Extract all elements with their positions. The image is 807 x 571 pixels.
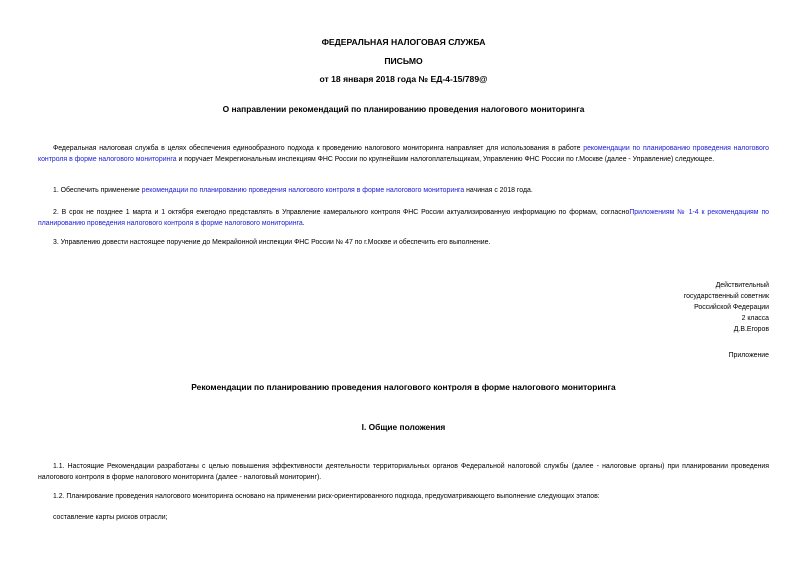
date-number-heading: от 18 января 2018 года № ЕД-4-15/789@ — [319, 74, 488, 84]
agency-heading: ФЕДЕРАЛЬНАЯ НАЛОГОВАЯ СЛУЖБА — [321, 37, 486, 47]
signature-name: Д.В.Егоров — [733, 326, 769, 333]
item-1-paragraph — [38, 186, 769, 197]
appendices-link[interactable]: Приложениям № 1-4 к рекомендациям по планированию проведения налогового контроля в форме налогового мониторинга — [38, 209, 770, 227]
paragraph-risk-map: составление карты рисков отрасли; — [53, 514, 168, 521]
item-2-text-1: 2. В срок не позднее 1 марта и 1 октября ежегодно представлять в Управление камерального контроля ФНС России актуализированную информацию по формам, согласно — [53, 209, 630, 216]
item-1-text-1: 1. Обеспечить применение — [53, 187, 142, 194]
paragraph-1-1: 1.1. Настоящие Рекомендации разработаны с целью повышения эффективности деятельности территориальных органов Федеральной налоговой службы (далее - налоговые органы) при планировании проведения налогового контроля в форме налогового мониторинга (далее - налоговый мониторинг). — [38, 463, 769, 481]
paragraph-1-2: 1.2. Планирование проведения налогового мониторинга основано на применении риск-ориентированного подхода, предусматривающего выполнение следующих этапов: — [53, 493, 600, 500]
item-1-recommendations-link[interactable]: рекомендации по планированию проведения налогового контроля в форме налогового мониторинга — [141, 187, 465, 194]
item-2-paragraph — [38, 208, 769, 229]
signature-line-3: Российской Федерации — [694, 304, 769, 311]
section-heading: I. Общие положения — [361, 422, 446, 432]
item-3-paragraph: 3. Управлению довести настоящее поручение до Межрайонной инспекции ФНС России № 47 по г.Москве и обеспечить его выполнение. — [53, 239, 491, 246]
appendix-label: Приложение — [728, 352, 769, 359]
signature-line-2: государственный советник — [683, 293, 769, 300]
subject-heading: О направлении рекомендаций по планированию проведения налогового мониторинга — [222, 104, 585, 114]
appendix-title: Рекомендации по планированию проведения налогового контроля в форме налогового мониторинга — [191, 382, 616, 392]
item-1-text-2: начиная с 2018 года. — [464, 187, 533, 194]
signature-line-4: 2 класса — [741, 315, 769, 322]
intro-text-2: и поручает Межрегиональным инспекциям ФНС России по крупнейшим налогоплательщикам, Управлению ФНС России по г.Москве (далее - Управление) следующее. — [176, 155, 715, 163]
signature-block — [619, 280, 769, 335]
intro-text-1: Федеральная налоговая служба в целях обеспечения единообразного подхода к проведению налогового мониторинга направляет для использования в работе — [53, 145, 584, 152]
intro-paragraph — [38, 144, 769, 165]
recommendations-link[interactable]: рекомендации по планированию проведения налогового контроля в форме налогового мониторинга — [38, 145, 770, 163]
item-2-text-2: . — [302, 219, 305, 227]
doc-type-heading: ПИСЬМО — [384, 56, 423, 66]
signature-line-1: Действительный — [715, 282, 769, 289]
